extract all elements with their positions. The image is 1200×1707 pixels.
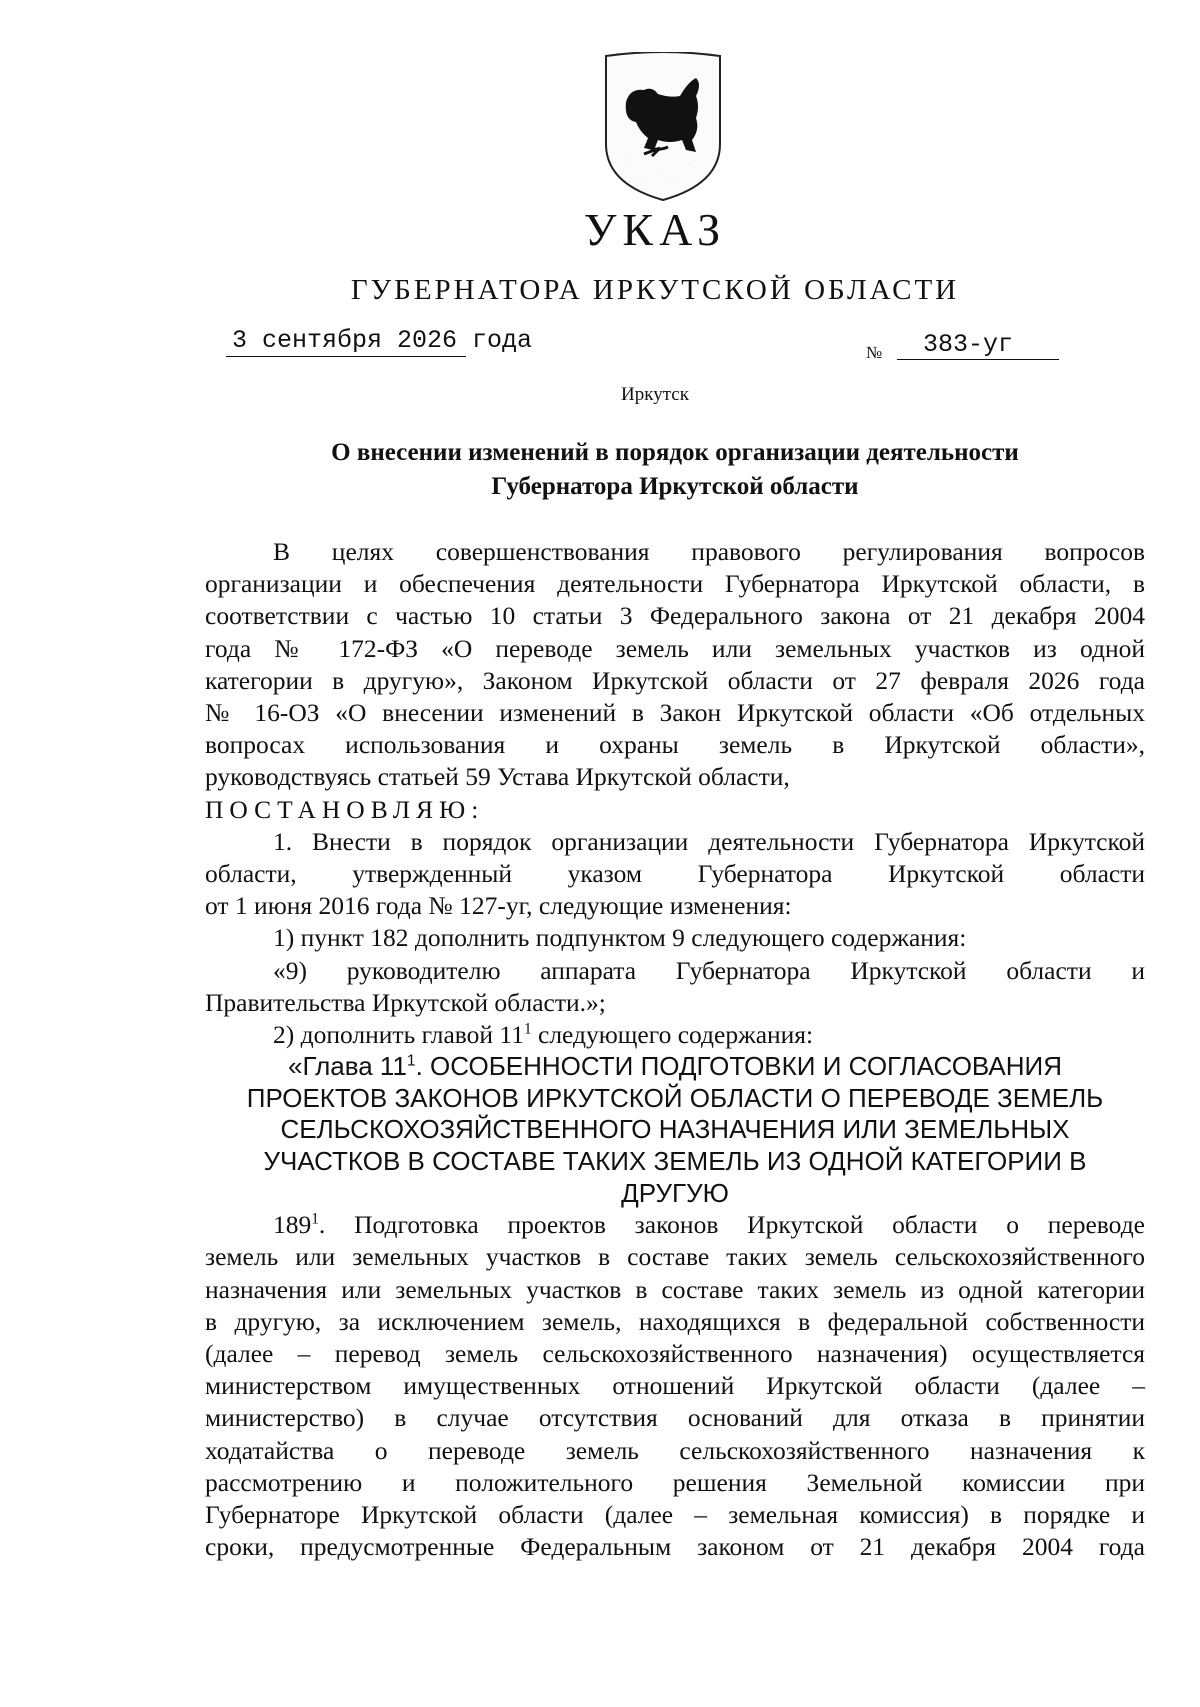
text-line (205, 1019, 1145, 1051)
text-line: руководствуясь статьей 59 Устава Иркутской области, (205, 762, 790, 792)
text-line: организации и обеспечения деятельности Губернатора Иркутской области, в (205, 569, 1145, 599)
text-line: соответствии с частью 10 статьи 3 Федерального закона от 21 декабря 2004 (205, 601, 1145, 631)
text-line: в другую, за исключением земель, находящихся в федеральной собственности (205, 1306, 1145, 1336)
heading-line: Губернатора Иркутской области (491, 473, 859, 500)
issuer-title: ГУБЕРНАТОРА ИРКУТСКОЙ ОБЛАСТИ (350, 274, 960, 306)
text-line (205, 1209, 1145, 1241)
chapter-title-line (205, 1051, 1145, 1083)
chapter-title-line: СЕЛЬСКОХОЗЯЙСТВЕННОГО НАЗНАЧЕНИЯ ИЛИ ЗЕМЕЛЬНЫХ (280, 1114, 1070, 1145)
text-line: № 16-ОЗ «О внесении изменений в Закон Иркутской области «Об отдельных (205, 698, 1145, 728)
text-line: сроки, предусмотренные Федеральным законом от 21 декабря 2004 года (205, 1532, 1145, 1562)
text-line: категории в другую», Законом Иркутской области от 27 февраля 2026 года (205, 665, 1145, 695)
chapter-title-line: ПРОЕКТОВ ЗАКОНОВ ИРКУТСКОЙ ОБЛАСТИ О ПЕРЕВОДЕ ЗЕМЕЛЬ (246, 1082, 1104, 1113)
paragraph-number: 189 (273, 1210, 312, 1240)
decree-number: 383-уг (897, 331, 1059, 360)
city-name: Иркутск (621, 384, 689, 405)
text-line: области, утвержденный указом Губернатора Иркутской области (205, 859, 1145, 889)
text-fragment: . ОСОБЕННОСТИ ПОДГОТОВКИ И СОГЛАСОВАНИЯ (415, 1051, 1062, 1082)
text-fragment: . Подготовка проектов законов Иркутской области о переводе (318, 1210, 1145, 1240)
decree-word: ПОСТАНОВЛЯЮ: (205, 794, 485, 824)
decree-heading (205, 436, 1145, 504)
chapter-title-line: УЧАСТКОВ В СОСТАВЕ ТАКИХ ЗЕМЕЛЬ ИЗ ОДНОЙ КАТЕГОРИИ В (263, 1146, 1087, 1177)
document-title: УКАЗ (583, 204, 727, 255)
text-fragment: 2) дополнить главой 11 (273, 1020, 524, 1050)
text-line: земель или земельных участков в составе таких земель сельскохозяйственного (205, 1242, 1145, 1272)
text-line: рассмотрению и положительного решения Земельной комиссии при (205, 1467, 1145, 1497)
document-body (205, 536, 1145, 1563)
text-line: вопросах использования и охраны земель в Иркутской области», (205, 730, 1145, 760)
text-fragment: «Глава 11 (288, 1051, 407, 1082)
text-line: министерство) в случае отсутствия оснований для отказа в принятии (205, 1403, 1145, 1433)
text-line: В целях совершенствования правового регулирования вопросов (273, 537, 1145, 566)
text-line: назначения или земельных участков в составе таких земель из одной категории (205, 1274, 1145, 1304)
text-fragment: следующего содержания: (531, 1020, 814, 1050)
chapter-title-line: ДРУГУЮ (621, 1177, 729, 1208)
text-line: 1. Внести в порядок организации деятельности Губернатора Иркутской (273, 826, 1145, 856)
superscript: 1 (523, 1020, 532, 1038)
decree-date: 3 сентября 2026 года (226, 326, 466, 357)
superscript: 1 (311, 1210, 319, 1228)
superscript: 1 (406, 1052, 416, 1070)
heading-line: О внесении изменений в порядок организации деятельности (331, 439, 1019, 466)
text-line: 1) пункт 182 дополнить подпунктом 9 следующего содержания: (273, 923, 967, 953)
text-line: «9) руководителю аппарата Губернатора Иркутской области и (273, 955, 1145, 985)
coat-of-arms-icon (600, 52, 726, 204)
text-line: Губернаторе Иркутской области (далее – земельная комиссия) в порядке и (205, 1500, 1145, 1530)
text-line: года № 172-ФЗ «О переводе земель или земельных участков из одной (205, 633, 1145, 663)
text-line: Правительства Иркутской области.»; (205, 987, 606, 1017)
text-line: министерством имущественных отношений Иркутской области (далее – (205, 1371, 1145, 1401)
number-sign: № (866, 343, 883, 362)
text-line: от 1 июня 2016 года № 127-уг, следующие изменения: (205, 891, 792, 921)
text-line: (далее – перевод земель сельскохозяйственного назначения) осуществляется (205, 1339, 1145, 1369)
text-line: ходатайства о переводе земель сельскохозяйственного назначения к (205, 1435, 1145, 1465)
